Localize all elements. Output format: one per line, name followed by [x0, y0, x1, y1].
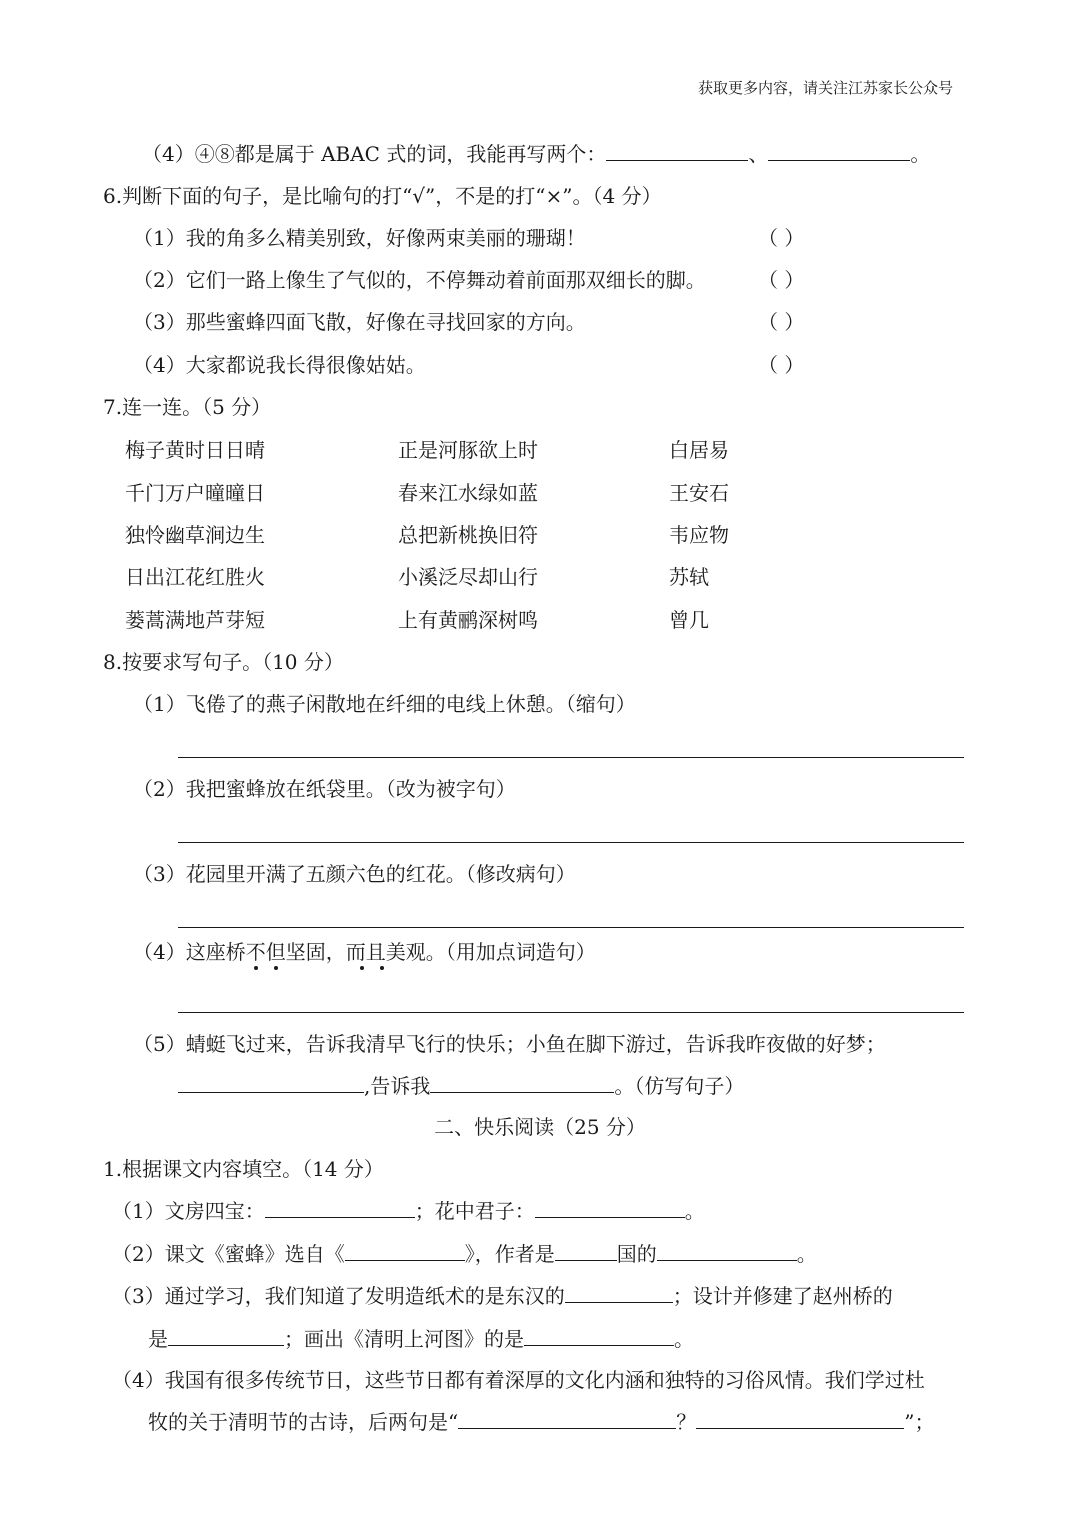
r1-item-2: [112, 1240, 817, 1268]
q8-item-2: （2）我把蜜蜂放在纸袋里。（改为被字句）: [133, 777, 516, 801]
r1-item-3-e: 。: [674, 1327, 694, 1351]
r1-item-4-line1: （4）我国有很多传统节日，这些节日都有着深厚的文化内涵和独特的习俗风情。我们学过杜: [112, 1368, 925, 1392]
r1-item-4-line2: [148, 1408, 934, 1436]
r1-item1-blank-2[interactable]: [535, 1197, 685, 1218]
r1-item2-blank-3[interactable]: [657, 1240, 797, 1261]
emphasis-dot: [254, 966, 258, 970]
r1-item-1-c: 。: [684, 1199, 705, 1223]
r1-item-3-d: ；画出《清明上河图》的是: [284, 1327, 524, 1351]
q8-item-1: （1）飞倦了的燕子闲散地在纤细的电线上休憩。（缩句）: [133, 692, 636, 716]
r1-item-2-d: 。: [796, 1242, 817, 1266]
emphasis-dot: [380, 966, 384, 970]
q6-item-1: （1）我的角多么精美别致，好像两束美丽的珊瑚！: [133, 226, 586, 250]
r1-item-3-line1: [112, 1282, 893, 1310]
r1-item-2-b: 》，作者是: [464, 1242, 555, 1266]
section-2-title: 二、快乐阅读（25 分）: [434, 1115, 646, 1139]
r1-item-1-b: ；花中君子：: [414, 1199, 535, 1223]
emphasis-dot: [360, 966, 364, 970]
q8-item5-blank-1[interactable]: [178, 1072, 364, 1093]
r1-item-2-c: 国的: [616, 1242, 657, 1266]
q7-col1-item: 日出江花红胜火: [125, 565, 265, 589]
q6-answer-paren-2[interactable]: （ ）: [758, 268, 805, 292]
q6-answer-paren-1[interactable]: （ ）: [758, 226, 805, 250]
q8-item-4: （4）这座桥不但坚固，而且美观。（用加点词造句）: [133, 940, 596, 964]
q5-end: 。: [910, 142, 931, 166]
r1-item-1-a: （1）文房四宝：: [112, 1199, 265, 1223]
r1-item-4-d: ”；: [904, 1410, 935, 1434]
r1-title: 1.根据课文内容填空。（14 分）: [103, 1157, 384, 1181]
q7-col1-item: 梅子黄时日日晴: [125, 438, 265, 462]
q7-col1-item: 蒌蒿满地芦芽短: [125, 608, 265, 632]
q7-col3-item: 韦应物: [669, 523, 729, 547]
q7-col1-item: 独怜幽草涧边生: [125, 523, 265, 547]
q5-blank-1[interactable]: [606, 140, 748, 161]
q7-col3-item: 王安石: [669, 481, 729, 505]
r1-item-4-c: ？: [676, 1410, 697, 1434]
page-header-note: 获取更多内容，请关注江苏家长公众号: [698, 79, 954, 97]
r1-item-2-a: （2）课文《蜜蜂》选自《: [112, 1242, 345, 1266]
q8-answer-line-3[interactable]: [178, 927, 964, 928]
q7-col3-item: 白居易: [669, 438, 729, 462]
r1-item-3-c: 是: [148, 1327, 168, 1351]
q6-item-4: （4）大家都说我长得很像姑姑。: [133, 353, 426, 377]
q5-item-4: [142, 140, 930, 168]
emphasis-dot: [274, 966, 278, 970]
r1-item3-blank-1[interactable]: [565, 1282, 673, 1303]
r1-item4-blank-2[interactable]: [696, 1408, 904, 1429]
q7-col2-item: 春来江水绿如蓝: [398, 481, 538, 505]
q8-item-5-fill: [178, 1072, 744, 1100]
q6-answer-paren-4[interactable]: （ ）: [758, 353, 805, 377]
q8-item5-end: 。（仿写句子）: [614, 1074, 745, 1098]
q7-col1-item: 千门万户曈曈日: [125, 481, 265, 505]
r1-item4-blank-1[interactable]: [458, 1408, 676, 1429]
r1-item-3-b: ；设计并修建了赵州桥的: [672, 1284, 893, 1308]
q7-col3-item: 曾几: [669, 608, 709, 632]
q5-item-4-text: （4）④⑧都是属于 ABAC 式的词，我能再写两个：: [142, 142, 607, 166]
q8-item5-blank-2[interactable]: [430, 1072, 614, 1093]
q7-col2-item: 正是河豚欲上时: [398, 438, 538, 462]
q6-answer-paren-3[interactable]: （ ）: [758, 310, 805, 334]
q5-separator: 、: [748, 142, 769, 166]
q7-col2-item: 总把新桃换旧符: [398, 523, 538, 547]
r1-item2-blank-2[interactable]: [555, 1240, 617, 1261]
r1-item3-blank-3[interactable]: [524, 1325, 674, 1346]
q5-blank-2[interactable]: [768, 140, 910, 161]
r1-item3-blank-2[interactable]: [168, 1325, 284, 1346]
r1-item-3-line2: [148, 1325, 694, 1353]
r1-item-1: [112, 1197, 705, 1225]
q8-item5-mid: ,告诉我: [364, 1074, 431, 1098]
q7-col2-item: 小溪泛尽却山行: [398, 565, 538, 589]
r1-item1-blank-1[interactable]: [265, 1197, 415, 1218]
q8-title: 8.按要求写句子。（10 分）: [103, 650, 344, 674]
q7-col2-item: 上有黄鹂深树鸣: [398, 608, 538, 632]
r1-item2-blank-1[interactable]: [345, 1240, 465, 1261]
q6-item-2: （2）它们一路上像生了气似的，不停舞动着前面那双细长的脚。: [133, 268, 706, 292]
q8-answer-line-1[interactable]: [178, 757, 964, 758]
q7-col3-item: 苏轼: [669, 565, 709, 589]
q6-title: 6.判断下面的句子，是比喻句的打“√”，不是的打“×”。（4 分）: [103, 184, 662, 208]
q8-item-3: （3）花园里开满了五颜六色的红花。（修改病句）: [133, 862, 576, 886]
q6-item-3: （3）那些蜜蜂四面飞散，好像在寻找回家的方向。: [133, 310, 586, 334]
q8-item-5: （5）蜻蜓飞过来，告诉我清早飞行的快乐；小鱼在脚下游过，告诉我昨夜做的好梦；: [133, 1032, 886, 1056]
q7-title: 7.连一连。（5 分）: [103, 395, 272, 419]
q8-answer-line-4[interactable]: [178, 1012, 964, 1013]
r1-item-4-b: 牧的关于清明节的古诗，后两句是“: [148, 1410, 459, 1434]
q8-answer-line-2[interactable]: [178, 842, 964, 843]
r1-item-3-a: （3）通过学习，我们知道了发明造纸术的是东汉的: [112, 1284, 565, 1308]
